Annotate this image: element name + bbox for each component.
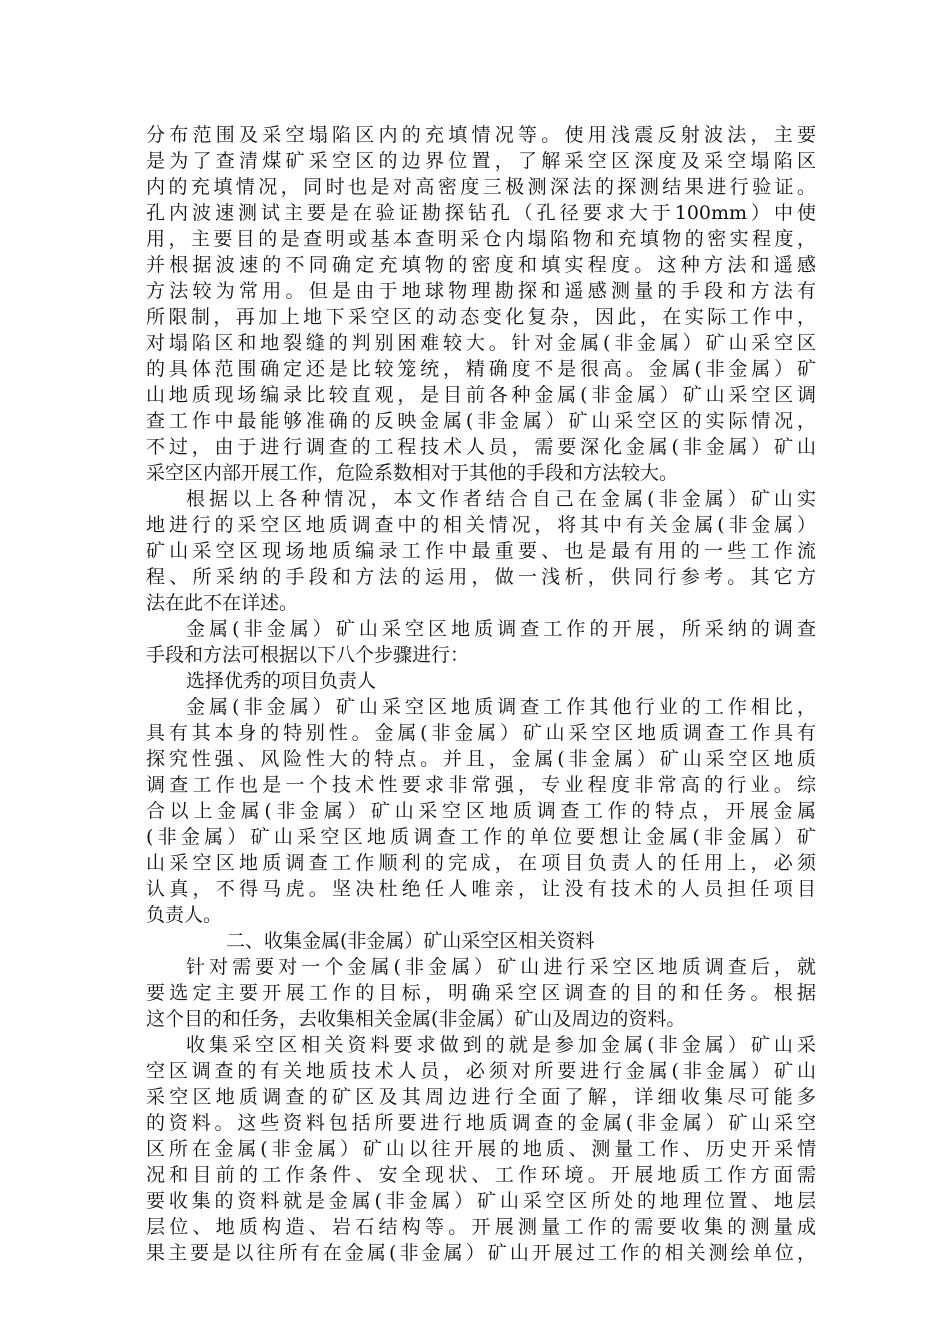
text-line: 根据以上各种情况，本文作者结合自己在金属(非金属）矿山实 — [186, 488, 816, 510]
text-line: 的资料。这些资料包括所要进行地质调查的金属(非金属）矿山采空 — [146, 1112, 816, 1134]
text-line: 具有其本身的特别性。金属(非金属）矿山采空区地质调查工作具有 — [146, 722, 816, 744]
text-line: 并根据波速的不同确定充填物的密度和填实程度。这种方法和遥感 — [146, 254, 816, 276]
text-line: 山地质现场编录比较直观，是目前各种金属(非金属）矿山采空区调 — [146, 384, 816, 406]
text-line: 空区调查的有关地质技术人员，必须对所要进行金属(非金属）矿山 — [146, 1060, 816, 1082]
text-line: 方法较为常用。但是由于地球物理勘探和遥感测量的手段和方法有 — [146, 280, 816, 302]
document-body — [146, 122, 816, 1266]
text-line: 区所在金属(非金属）矿山以往开展的地质、测量工作、历史开采情 — [146, 1138, 816, 1160]
text-line: 孔内波速测试主要是在验证勘探钻孔（孔径要求大于100mm）中使 — [146, 202, 816, 224]
text-line: 山采空区地质调查工作顺利的完成，在项目负责人的任用上，必须 — [146, 852, 816, 874]
text-line: (非金属）矿山采空区地质调查工作的单位要想让金属(非金属）矿 — [146, 826, 816, 848]
text-line: 手段和方法可根据以下八个步骤进行： — [146, 644, 470, 666]
text-line: 况和目前的工作条件、安全现状、工作环境。开展地质工作方面需 — [146, 1164, 816, 1186]
text-line: 对塌陷区和地裂缝的判别困难较大。针对金属(非金属）矿山采空区 — [146, 332, 816, 354]
text-line: 是为了查清煤矿采空区的边界位置，了解采空区深度及采空塌陷区 — [146, 150, 816, 172]
text-line: 二、收集金属(非金属）矿山采空区相关资料 — [226, 930, 595, 952]
text-line: 矿山采空区现场地质编录工作中最重要、也是最有用的一些工作流 — [146, 540, 816, 562]
text-line: 合以上金属(非金属）矿山采空区地质调查工作的特点，开展金属 — [146, 800, 816, 822]
text-line: 内的充填情况，同时也是对高密度三极测深法的探测结果进行验证。 — [146, 176, 816, 198]
text-line: 金属(非金属）矿山采空区地质调查工作的开展，所采纳的调查 — [186, 618, 816, 640]
text-line: 采空区地质调查的矿区及其周边进行全面了解，详细收集尽可能多 — [146, 1086, 816, 1108]
text-line: 探究性强、风险性大的特点。并且，金属(非金属）矿山采空区地质 — [146, 748, 816, 770]
text-line: 负责人。 — [146, 904, 223, 926]
text-line: 不过，由于进行调查的工程技术人员，需要深化金属(非金属）矿山 — [146, 436, 816, 458]
text-line: 分布范围及采空塌陷区内的充填情况等。使用浅震反射波法，主要 — [146, 124, 816, 146]
text-line: 法在此不在详述。 — [146, 592, 299, 614]
text-line: 要选定主要开展工作的目标，明确采空区调查的目的和任务。根据 — [146, 982, 816, 1004]
text-line: 针对需要对一个金属(非金属）矿山进行采空区地质调查后，就 — [186, 956, 816, 978]
text-line: 的具体范围确定还是比较笼统，精确度不是很高。金属(非金属）矿 — [146, 358, 816, 380]
text-line: 程、所采纳的手段和方法的运用，做一浅析，供同行参考。其它方 — [146, 566, 816, 588]
text-line: 选择优秀的项目负责人 — [186, 670, 377, 692]
text-line: 层位、地质构造、岩石结构等。开展测量工作的需要收集的测量成 — [146, 1216, 816, 1238]
text-line: 这个目的和任务，去收集相关金属(非金属）矿山及周边的资料。 — [146, 1008, 686, 1030]
text-line: 调查工作也是一个技术性要求非常强，专业程度非常高的行业。综 — [146, 774, 816, 796]
text-line: 用，主要目的是查明或基本查明采仓内塌陷物和充填物的密实程度， — [146, 228, 816, 250]
text-line: 认真，不得马虎。坚决杜绝任人唯亲，让没有技术的人员担任项目 — [146, 878, 816, 900]
text-line: 要收集的资料就是金属(非金属）矿山采空区所处的地理位置、地层 — [146, 1190, 816, 1212]
text-line: 地进行的采空区地质调查中的相关情况，将其中有关金属(非金属） — [146, 514, 816, 536]
text-line: 金属(非金属）矿山采空区地质调查工作其他行业的工作相比， — [186, 696, 816, 718]
text-line: 收集采空区相关资料要求做到的就是参加金属(非金属）矿山采 — [186, 1034, 816, 1056]
text-line: 查工作中最能够准确的反映金属(非金属）矿山采空区的实际情况， — [146, 410, 816, 432]
text-line: 所限制，再加上地下采空区的动态变化复杂，因此，在实际工作中， — [146, 306, 816, 328]
text-line: 采空区内部开展工作，危险系数相对于其他的手段和方法较大。 — [146, 462, 679, 484]
text-line: 果主要是以往所有在金属(非金属）矿山开展过工作的相关测绘单位， — [146, 1242, 816, 1264]
